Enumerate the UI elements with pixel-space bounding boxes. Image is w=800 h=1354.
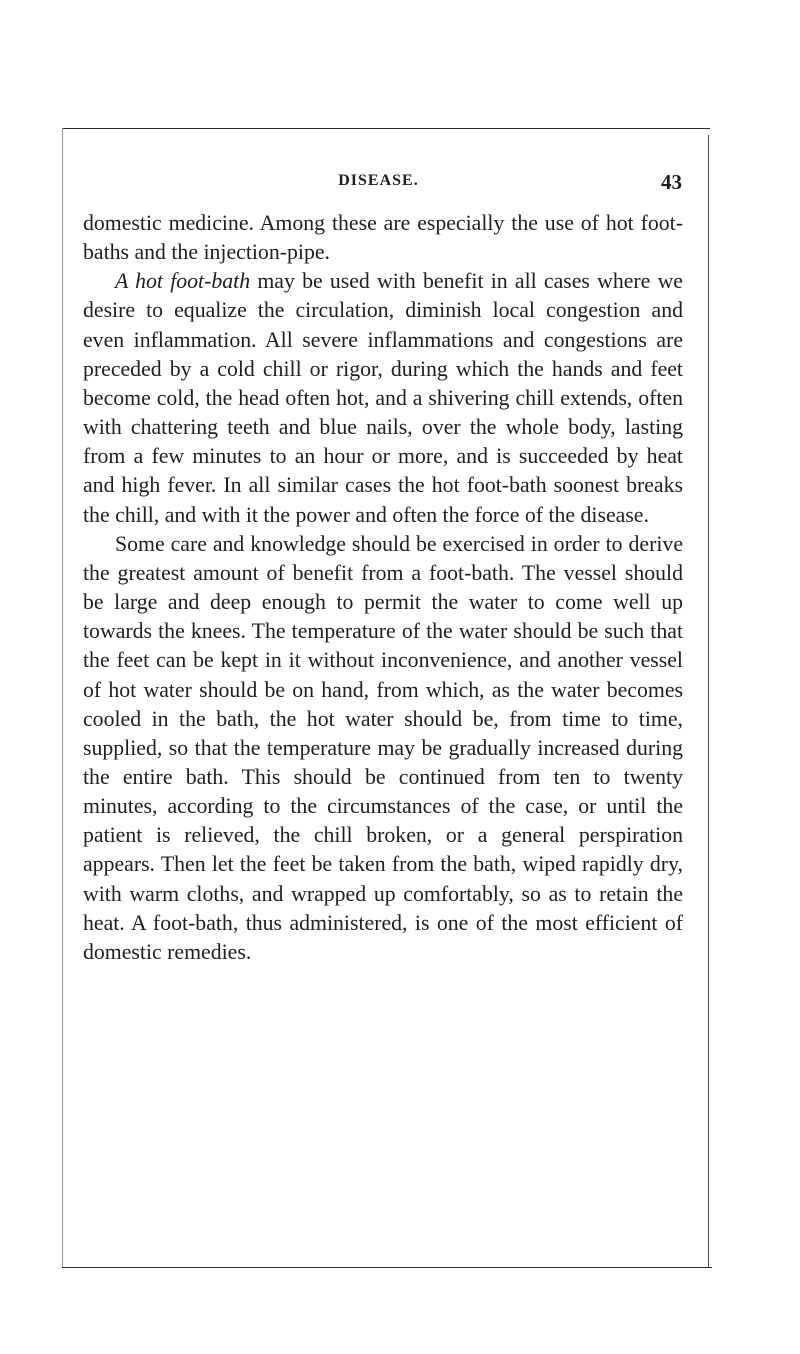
page-number: 43 xyxy=(661,170,682,194)
page-edge-top xyxy=(62,128,710,129)
page-edge-right xyxy=(708,135,709,1267)
running-head: DISEASE. xyxy=(338,172,419,189)
page-edge-left xyxy=(62,128,63,1267)
body-text xyxy=(83,209,683,967)
paragraph-3: Some care and knowledge should be exercised in order to derive the greatest amount of benefit from a foot-bath. The vessel should be large and deep enough to permit the water to come well up towards the knees. The temperature of the water should be such that the feet can be kept in it without inconvenience, and another vessel of hot water should be on hand, from which, as the water becomes cooled in the bath, the hot water should be, from time to time, supplied, so that the temperature may be gradually increased during the entire bath. This should be continued from ten to twenty minutes, according to the circumstances of the case, or until the patient is relieved, the chill broken, or a general perspiration appears. Then let the feet be taken from the bath, wiped rapidly dry, with warm cloths, and wrapped up comfortably, so as to retain the heat. A foot-bath, thus administered, is one of the most efficient of domestic remedies. xyxy=(83,531,683,964)
paragraph-2-text: may be used with benefit in all cases where we desire to equalize the circulation, diminish local congestion and even inflammation. All severe inflammations and congestions are preceded by a cold chill or rigor, during which the hands and feet become cold, the head often hot, and a shivering chill extends, often with chattering teeth and blue nails, over the whole body, lasting from a few minutes to an hour or more, and is succeeded by heat and high fever. In all similar cases the hot foot-bath soonest breaks the chill, and with it the power and often the force of the disease. xyxy=(83,269,683,527)
paragraph-2 xyxy=(83,267,683,529)
paragraph-2-term: A hot foot-bath xyxy=(115,269,251,294)
paragraph-1: domestic medicine. Among these are especially the use of hot foot-baths and the injection-pipe. xyxy=(83,211,683,265)
page-edge-bottom xyxy=(62,1267,712,1268)
page-header xyxy=(75,172,682,196)
